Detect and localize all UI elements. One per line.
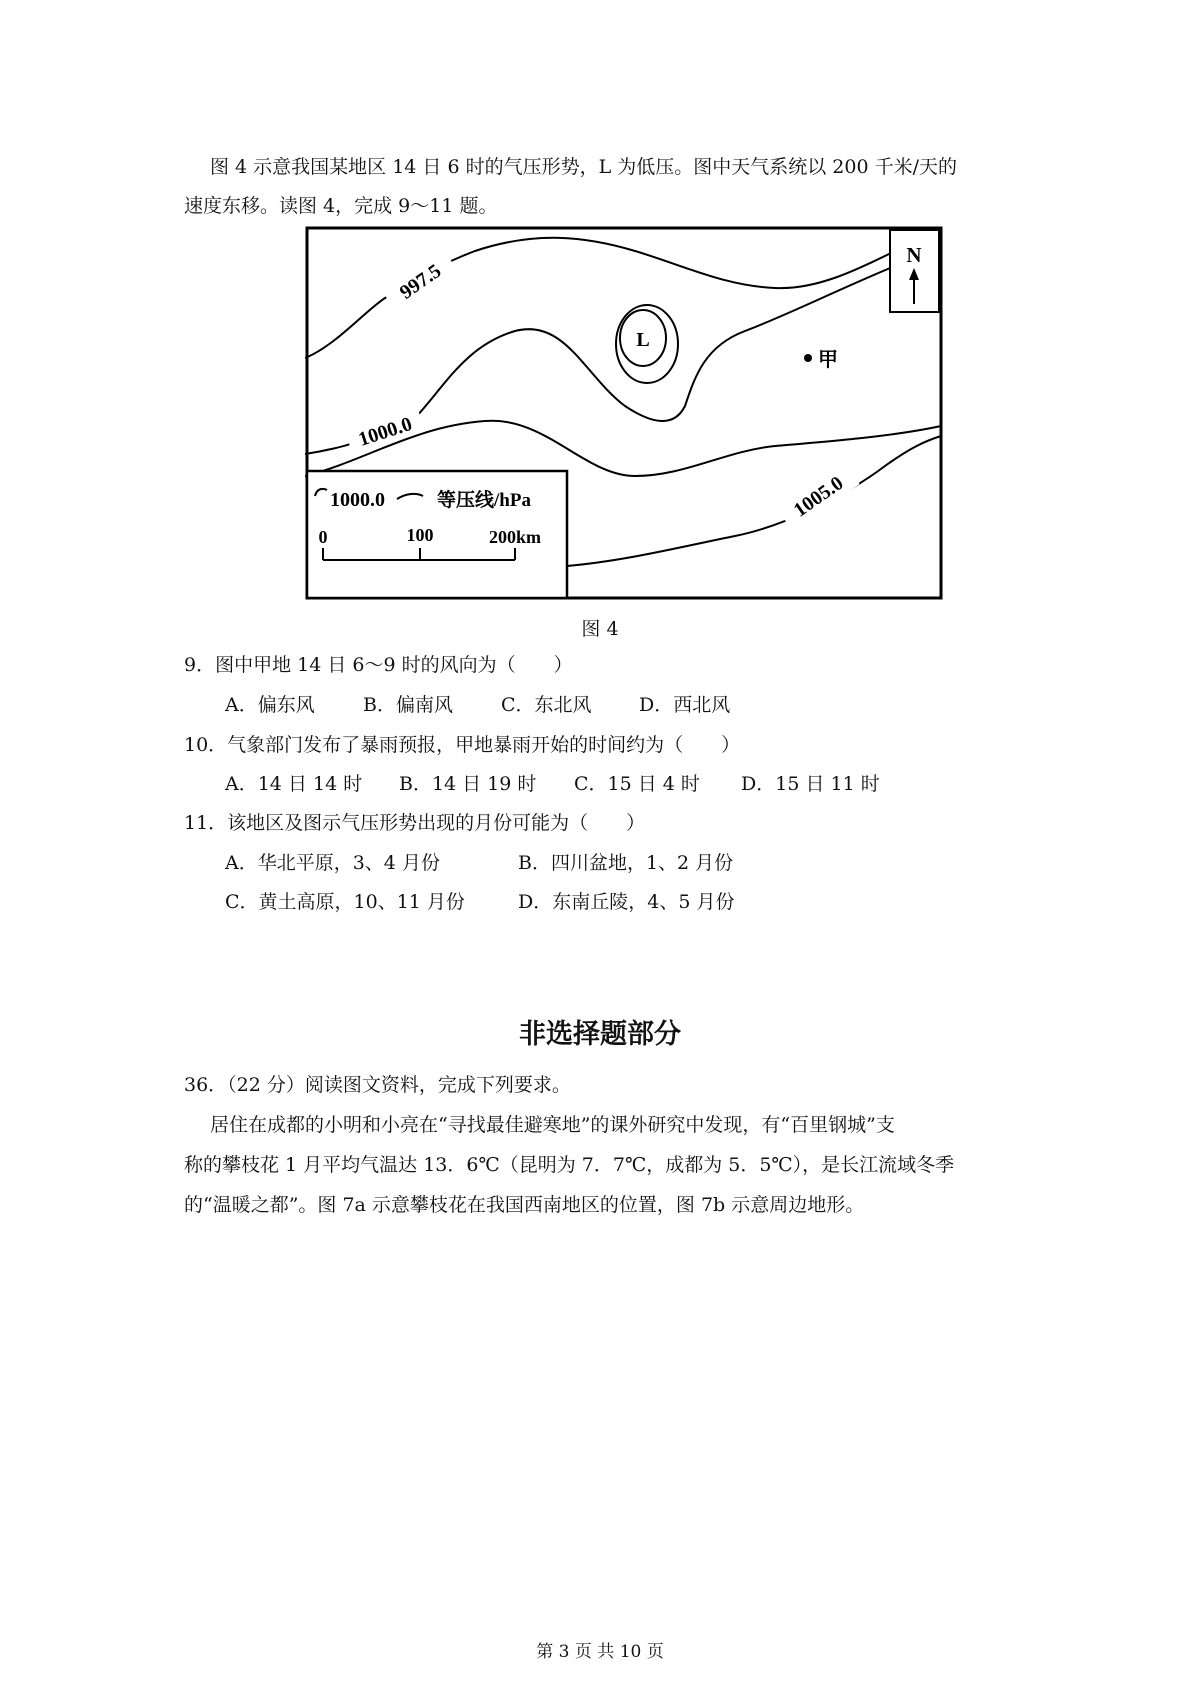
question-11-option-c: C．黄土高原，10、11 月份: [225, 891, 465, 913]
scale-tick-0: 0: [318, 527, 328, 547]
isobar-label-997-5: 997.5: [395, 259, 446, 304]
north-label: N: [906, 243, 922, 267]
question-11-stem: 11．该地区及图示气压形势出现的月份可能为（ ）: [184, 812, 646, 834]
low-pressure-label: L: [636, 329, 650, 351]
legend-isobar-text: 等压线/hPa: [437, 490, 531, 511]
question-11-option-d: D．东南丘陵，4、5 月份: [518, 891, 735, 913]
question-10-stem: 10．气象部门发布了暴雨预报，甲地暴雨开始的时间约为（ ）: [184, 734, 741, 756]
legend-isobar-value: 1000.0: [330, 489, 385, 511]
scale-tick-100: 100: [406, 525, 434, 545]
question-10-option-b: B．14 日 19 时: [399, 773, 537, 795]
figure-caption: 图 4: [581, 618, 619, 640]
question-36-para-line-3: 的“温暖之都”。图 7a 示意攀枝花在我国西南地区的位置，图 7b 示意周边地形。: [184, 1194, 865, 1216]
page-footer: 第 3 页 共 10 页: [536, 1642, 664, 1662]
section-title: 非选择题部分: [519, 1019, 681, 1050]
scale-tick-200km: 200km: [488, 527, 542, 547]
question-36-stem: 36．（22 分）阅读图文资料，完成下列要求。: [184, 1074, 571, 1096]
isobar-map-figure: [305, 226, 943, 600]
question-9-option-d: D．西北风: [639, 694, 731, 716]
isobar-label-1005: 1005.0: [789, 472, 848, 522]
intro-line-1: 图 4 示意我国某地区 14 日 6 时的气压形势，L 为低压。图中天气系统以 200 千米/天的: [210, 156, 957, 178]
place-jia-label: 甲: [818, 349, 838, 371]
question-36-para-line-1: 居住在成都的小明和小亮在“寻找最佳避寒地”的课外研究中发现，有“百里钢城”支: [210, 1114, 895, 1136]
question-9-option-c: C．东北风: [501, 694, 592, 716]
question-9-option-a: A．偏东风: [225, 694, 315, 716]
intro-line-2: 速度东移。读图 4，完成 9～11 题。: [184, 195, 498, 217]
question-10-option-d: D．15 日 11 时: [741, 773, 880, 795]
question-9-stem: 9．图中甲地 14 日 6～9 时的风向为（ ）: [184, 654, 573, 676]
place-jia-marker: [804, 354, 812, 362]
question-11-option-a: A．华北平原，3、4 月份: [225, 852, 440, 874]
isobar-label-1000: 1000.0: [355, 412, 415, 451]
question-9-option-b: B．偏南风: [363, 694, 453, 716]
question-10-option-a: A．14 日 14 时: [225, 773, 363, 795]
question-11-option-b: B．四川盆地，1、2 月份: [518, 852, 734, 874]
question-10-option-c: C．15 日 4 时: [574, 773, 700, 795]
question-36-para-line-2: 称的攀枝花 1 月平均气温达 13．6℃（昆明为 7．7℃，成都为 5．5℃），是长江流域冬季: [184, 1154, 955, 1176]
